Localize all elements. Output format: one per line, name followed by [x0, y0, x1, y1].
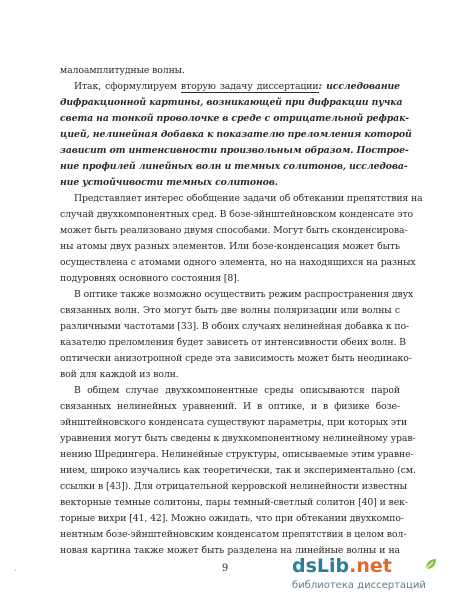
- leaf-icon: [424, 557, 438, 571]
- text-line: эйнштейновского конденсата существуют параметры, при которых эти: [60, 417, 408, 428]
- text-line: оптически анизотропной среде эта зависимость может быть неодинако-: [60, 353, 412, 364]
- text-line: нентным бозе-эйнштейновским конденсатом препятствия в целом вол-: [60, 529, 407, 540]
- watermark-logo[interactable]: [292, 555, 442, 600]
- text-line: случай двухкомпонентных сред. В бозе-эйнштейновском конденсате это: [60, 209, 413, 220]
- text-line: вой для каждой из волн.: [60, 369, 179, 380]
- text-line: зависит от интенсивности произвольным образом. Построе-: [60, 145, 409, 156]
- watermark-brand: [292, 555, 442, 577]
- text-line: связанных нелинейных уравнений. И в оптике, и в физике бозе-: [60, 401, 400, 412]
- text-line: ссылки в [43]). Для отрицательной керровской нелинейности известны: [60, 481, 407, 492]
- text-line: ние устойчивости темных солитонов.: [60, 177, 278, 188]
- text-line: осуществлена с атомами одного элемента, но на находящихся на разных: [60, 257, 416, 268]
- text-line: ны атомы двух разных элементов. Или бозе-конденсация может быть: [60, 241, 400, 252]
- text-line: новая картина также может быть разделена на линейные волны и на: [60, 545, 400, 556]
- text-line: цией, нелинейная добавка к показателю преломления которой: [60, 129, 412, 140]
- text-line: нению Шредингера. Нелинейные структуры, описываемые этим уравне-: [60, 449, 414, 460]
- watermark-brand-ext: .net: [349, 555, 392, 577]
- text-line: может быть реализовано двумя способами. Могут быть сконденсирова-: [60, 225, 408, 236]
- watermark-brand-name: dsLib: [292, 555, 350, 577]
- text-line: В общем случае двухкомпонентные среды описываются парой: [74, 385, 400, 396]
- text-line: торные вихри [41, 42]. Можно ожидать, что при обтекании двухкомпо-: [60, 513, 404, 524]
- page-number: 9: [221, 563, 229, 574]
- text-line: уравнения могут быть сведены к двухкомпонентному нелинейному урав-: [60, 433, 416, 444]
- text-line: векторные темные солитоны, пары темный-светлый солитон [40] и век-: [60, 497, 408, 508]
- text-span: : исследование: [318, 81, 400, 92]
- text-line: подуровнях основного состояния [8].: [60, 273, 240, 284]
- text-line: нием, широко изучались как теоретически, так и экспериментально (см.: [60, 465, 416, 476]
- text-line: Представляет интерес обобщение задачи об обтекании препятствия на: [74, 193, 423, 204]
- text-line: малоамплитудные волны.: [60, 65, 185, 76]
- text-line: света на тонкой проволочке в среде с отрицательной рефрак-: [60, 113, 410, 124]
- text-line: [74, 81, 400, 92]
- text-line: В оптике также возможно осуществить режим распространения двух: [74, 289, 414, 300]
- watermark-subtitle: библиотека диссертаций: [292, 580, 426, 591]
- text-line: казателю преломления будет зависеть от интенсивности обеих волн. В: [60, 337, 406, 348]
- text-line: различными частотами [33]. В обоих случаях нелинейная добавка к по-: [60, 321, 410, 332]
- text-line: ние профилей линейных волн и темных солитонов, исследова-: [60, 161, 408, 172]
- text-line: дифракционной картины, возникающей при дифракции пучка: [60, 97, 403, 108]
- text-line: связанных волн. Это могут быть две волны поляризации или волны с: [60, 305, 400, 316]
- scan-mark: ·: [14, 566, 17, 575]
- thesis-task-link[interactable]: вторую задачу диссертации: [180, 81, 319, 92]
- text-span: Итак, сформулируем: [74, 81, 181, 92]
